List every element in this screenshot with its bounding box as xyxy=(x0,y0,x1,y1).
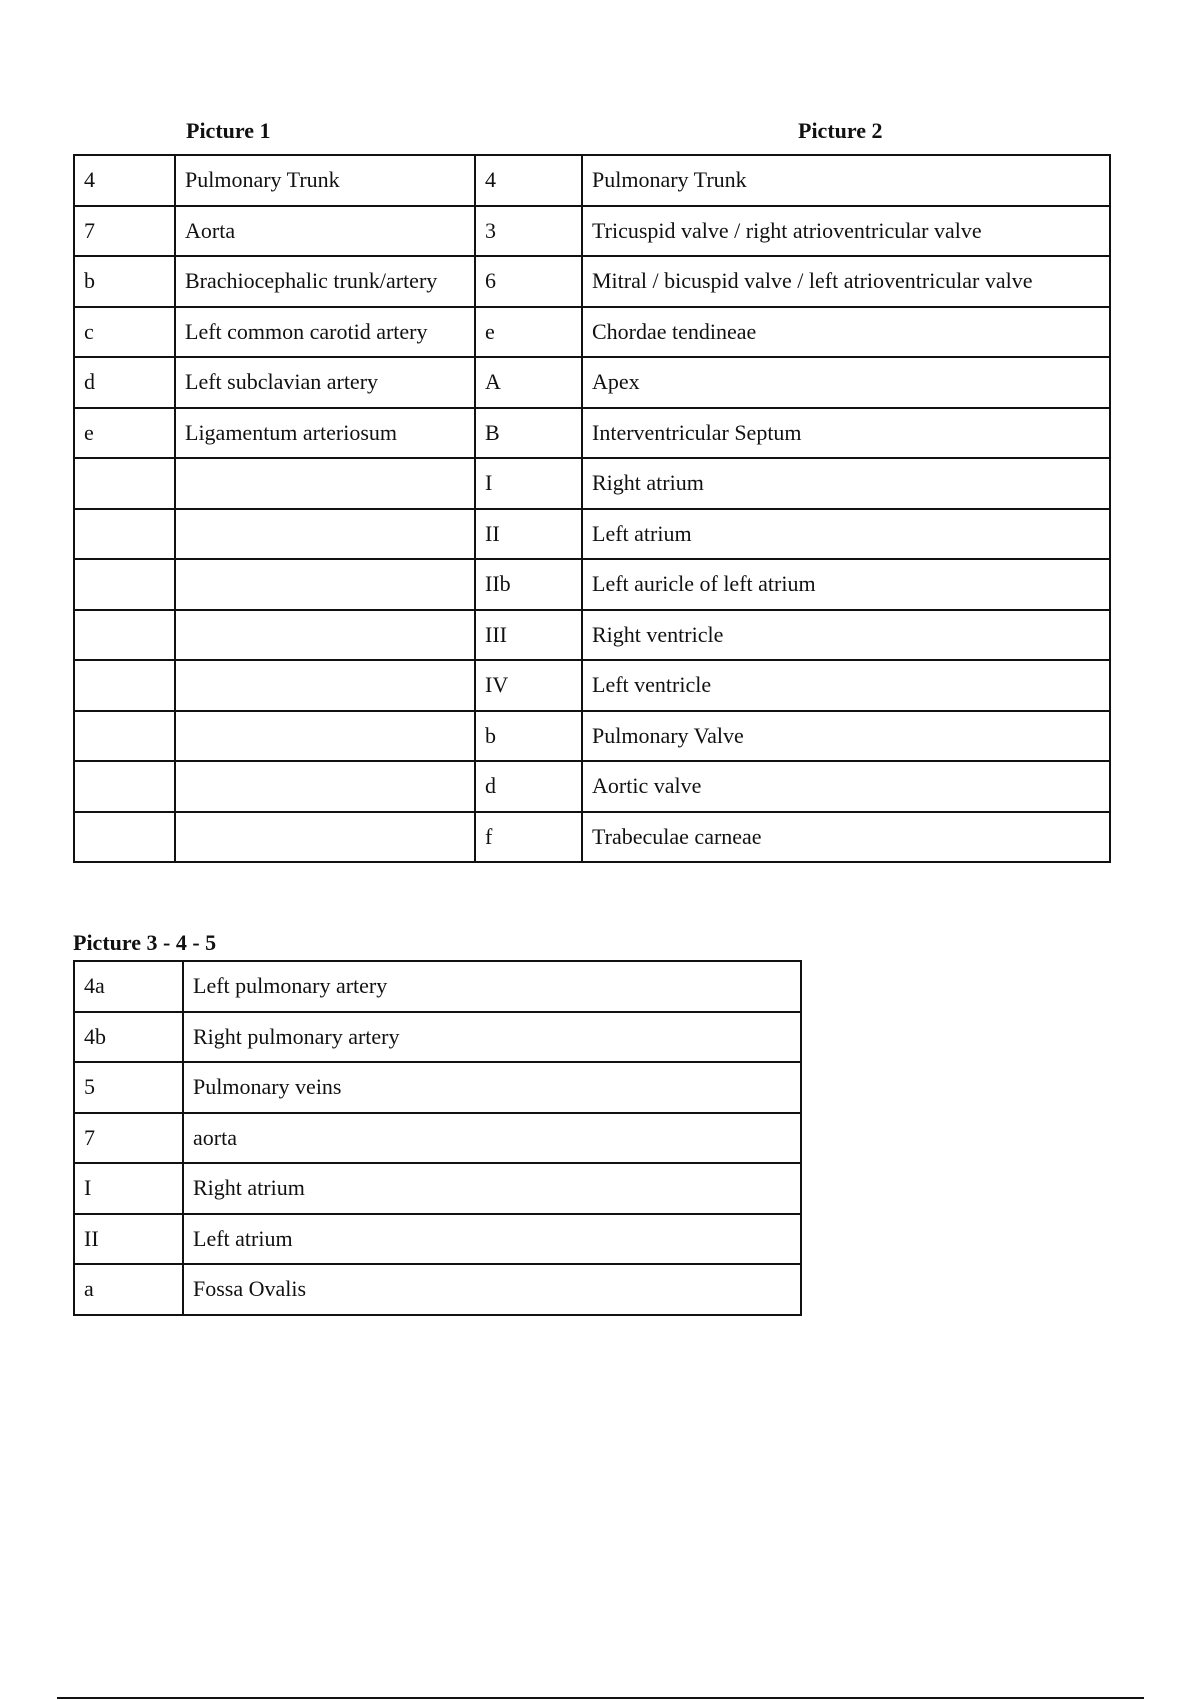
label-cell: 7 xyxy=(74,1113,183,1164)
picture-2-structure-cell: Right atrium xyxy=(582,458,1110,509)
table-row xyxy=(74,711,1110,762)
picture-2-label-cell: I xyxy=(475,458,582,509)
picture-2-label-cell: B xyxy=(475,408,582,459)
table-row xyxy=(74,256,1110,307)
picture-1-structure-cell xyxy=(175,812,475,863)
picture-1-structure-cell: Aorta xyxy=(175,206,475,257)
picture-2-structure-cell: Aortic valve xyxy=(582,761,1110,812)
table-row xyxy=(74,1214,801,1265)
label-cell: 4b xyxy=(74,1012,183,1063)
picture-1-structure-cell xyxy=(175,711,475,762)
table-row xyxy=(74,206,1110,257)
picture-2-structure-cell: Pulmonary Valve xyxy=(582,711,1110,762)
label-cell: I xyxy=(74,1163,183,1214)
picture-1-structure-cell xyxy=(175,610,475,661)
structure-cell: Right atrium xyxy=(183,1163,801,1214)
picture-1-structure-cell xyxy=(175,509,475,560)
table-row xyxy=(74,458,1110,509)
picture-2-structure-cell: Interventricular Septum xyxy=(582,408,1110,459)
picture-2-structure-cell: Left auricle of left atrium xyxy=(582,559,1110,610)
table-row xyxy=(74,812,1110,863)
label-cell: a xyxy=(74,1264,183,1315)
picture-2-structure-cell: Chordae tendineae xyxy=(582,307,1110,358)
picture-1-label-cell: d xyxy=(74,357,175,408)
table-row xyxy=(74,307,1110,358)
table-row xyxy=(74,610,1110,661)
picture-1-label-cell: 4 xyxy=(74,155,175,206)
table-row xyxy=(74,660,1110,711)
picture-1-label-cell xyxy=(74,509,175,560)
picture-2-heading: Picture 2 xyxy=(798,118,883,143)
structure-cell: Right pulmonary artery xyxy=(183,1012,801,1063)
picture-2-structure-cell: Trabeculae carneae xyxy=(582,812,1110,863)
table-row xyxy=(74,408,1110,459)
picture-1-label-cell: b xyxy=(74,256,175,307)
picture-3-4-5-table xyxy=(73,960,802,1316)
picture-2-structure-cell: Tricuspid valve / right atrioventricular valve xyxy=(582,206,1110,257)
table-row xyxy=(74,961,801,1012)
picture-3-4-5-heading: Picture 3 - 4 - 5 xyxy=(73,930,217,955)
picture-1-structure-cell: Left subclavian artery xyxy=(175,357,475,408)
picture-1-structure-cell: Pulmonary Trunk xyxy=(175,155,475,206)
picture-2-label-cell: b xyxy=(475,711,582,762)
picture-1-label-cell: 7 xyxy=(74,206,175,257)
picture-2-label-cell: III xyxy=(475,610,582,661)
table-row xyxy=(74,509,1110,560)
structure-cell: Pulmonary veins xyxy=(183,1062,801,1113)
picture-1-structure-cell: Ligamentum arteriosum xyxy=(175,408,475,459)
picture-1-structure-cell: Left common carotid artery xyxy=(175,307,475,358)
label-cell: 5 xyxy=(74,1062,183,1113)
table-row xyxy=(74,1113,801,1164)
picture-2-label-cell: IV xyxy=(475,660,582,711)
picture-1-2-table xyxy=(73,154,1111,863)
picture-1-label-cell xyxy=(74,458,175,509)
structure-cell: Left atrium xyxy=(183,1214,801,1265)
picture-1-label-cell xyxy=(74,610,175,661)
picture-2-structure-cell: Left atrium xyxy=(582,509,1110,560)
table-row xyxy=(74,357,1110,408)
picture-2-label-cell: II xyxy=(475,509,582,560)
label-cell: II xyxy=(74,1214,183,1265)
picture-2-label-cell: f xyxy=(475,812,582,863)
picture-1-structure-cell xyxy=(175,761,475,812)
table-row xyxy=(74,1163,801,1214)
picture-1-label-cell xyxy=(74,559,175,610)
picture-1-structure-cell: Brachiocephalic trunk/artery xyxy=(175,256,475,307)
structure-cell: Left pulmonary artery xyxy=(183,961,801,1012)
picture-1-label-cell xyxy=(74,711,175,762)
picture-2-structure-cell: Left ventricle xyxy=(582,660,1110,711)
table-row xyxy=(74,559,1110,610)
picture-2-structure-cell: Pulmonary Trunk xyxy=(582,155,1110,206)
structure-cell: aorta xyxy=(183,1113,801,1164)
picture-1-structure-cell xyxy=(175,660,475,711)
structure-cell: Fossa Ovalis xyxy=(183,1264,801,1315)
table-row xyxy=(74,155,1110,206)
picture-1-label-cell xyxy=(74,761,175,812)
picture-2-label-cell: 6 xyxy=(475,256,582,307)
picture-1-structure-cell xyxy=(175,559,475,610)
picture-2-label-cell: 4 xyxy=(475,155,582,206)
table-row xyxy=(74,1062,801,1113)
picture-1-label-cell: c xyxy=(74,307,175,358)
label-cell: 4a xyxy=(74,961,183,1012)
table-row xyxy=(74,1012,801,1063)
picture-2-label-cell: A xyxy=(475,357,582,408)
picture-2-label-cell: 3 xyxy=(475,206,582,257)
picture-1-heading: Picture 1 xyxy=(186,118,271,143)
table-row xyxy=(74,761,1110,812)
picture-2-structure-cell: Mitral / bicuspid valve / left atrioventricular valve xyxy=(582,256,1110,307)
picture-1-label-cell xyxy=(74,812,175,863)
picture-2-label-cell: e xyxy=(475,307,582,358)
table-row xyxy=(74,1264,801,1315)
picture-1-label-cell: e xyxy=(74,408,175,459)
picture-1-structure-cell xyxy=(175,458,475,509)
picture-2-label-cell: d xyxy=(475,761,582,812)
picture-2-structure-cell: Right ventricle xyxy=(582,610,1110,661)
picture-2-structure-cell: Apex xyxy=(582,357,1110,408)
picture-2-label-cell: IIb xyxy=(475,559,582,610)
footer-divider xyxy=(57,1697,1144,1699)
picture-1-label-cell xyxy=(74,660,175,711)
